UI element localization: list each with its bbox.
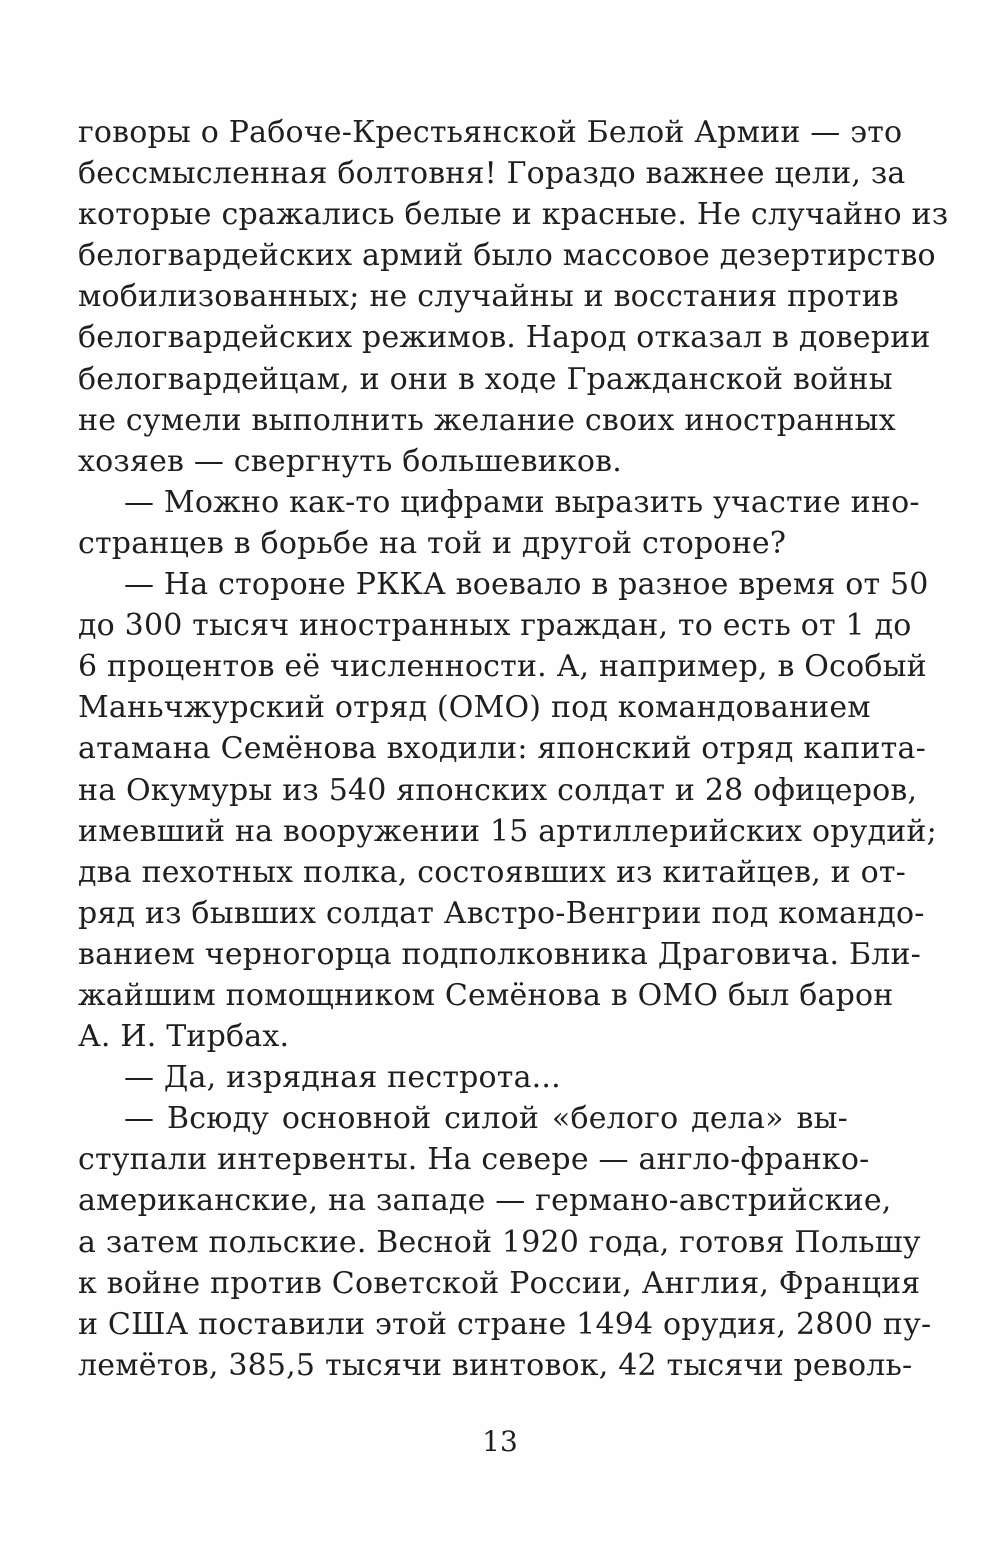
text-line: лемётов, 385,5 тысячи винтовок, 42 тысячи револь- [78, 1347, 913, 1383]
text-line: ступали интервенты. На севере — англо-франко- [78, 1142, 870, 1178]
text-line: американские, на западе — германо-австрийские, [78, 1183, 892, 1219]
text-line: к войне против Советской России, Англия, Франция [78, 1265, 921, 1301]
text-line: Маньчжурский отряд (ОМО) под командованием [78, 690, 871, 726]
text-line: белогвардейских режимов. Народ отказал в доверии [78, 320, 931, 356]
text-line: А. И. Тирбах. [78, 1019, 290, 1055]
text-line: хозяев — свергнуть большевиков. [78, 443, 622, 479]
text-line: два пехотных полка, состоявших из китайцев, и от- [78, 854, 906, 890]
text-line: до 300 тысяч иностранных граждан, то есть от 1 до [78, 608, 912, 644]
text-line: — На стороне РККА воевало в разное время от 50 [124, 567, 929, 603]
text-line: на Окумуры из 540 японских солдат и 28 офицеров, [78, 772, 918, 808]
text-line: ванием черногорца подполковника Драговича. Бли- [78, 936, 922, 972]
text-line: атамана Семёнова входили: японский отряд капита- [78, 731, 926, 767]
page-number: 13 [482, 1425, 518, 1458]
body-text [78, 112, 949, 1386]
text-line: которые сражались белые и красные. Не случайно из [78, 197, 949, 233]
text-line: — Всюду основной силой «белого дела» вы- [124, 1101, 848, 1137]
text-line: а затем польские. Весной 1920 года, готовя Польшу [78, 1224, 921, 1260]
text-line: бессмысленная болтовня! Гораздо важнее цели, за [78, 156, 906, 192]
text-line: жайшим помощником Семёнова в ОМО был барон [78, 977, 894, 1013]
text-line: мобилизованных; не случайны и восстания против [78, 279, 900, 315]
text-line: белогвардейцам, и они в ходе Гражданской войны [78, 361, 893, 397]
text-line: говоры о Рабоче-Крестьянской Белой Армии — это [78, 115, 903, 150]
text-line: и США поставили этой стране 1494 орудия, 2800 пу- [78, 1306, 932, 1342]
text-line: ряд из бывших солдат Австро-Венгрии под командо- [78, 895, 925, 931]
text-line: имевший на вооружении 15 артиллерийских орудий; [78, 813, 937, 849]
text-line: — Можно как-то цифрами выразить участие ино- [124, 484, 920, 520]
text-line: белогвардейских армий было массовое дезертирство [78, 238, 936, 274]
text-line: не сумели выполнить желание своих иностранных [78, 402, 896, 438]
text-line: — Да, изрядная пестрота... [124, 1060, 561, 1096]
text-line: странцев в борьбе на той и другой стороне? [78, 525, 787, 561]
text-line: 6 процентов её численности. А, например, в Особый [78, 649, 927, 685]
